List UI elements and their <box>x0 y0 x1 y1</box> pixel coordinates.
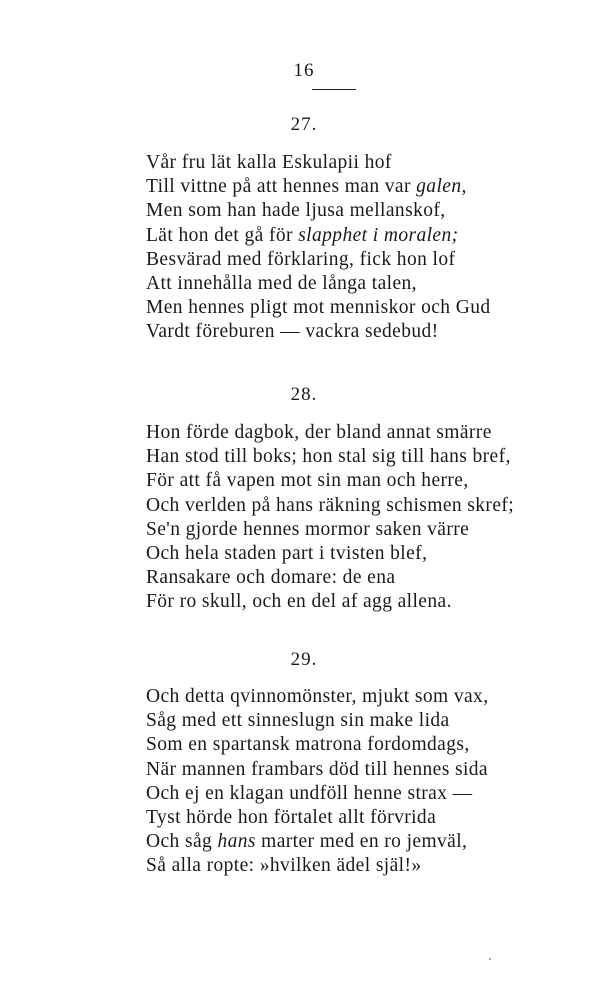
poem-line <box>146 685 586 709</box>
line-text: Men hennes pligt mot menniskor och Gud <box>146 297 491 319</box>
poem-line <box>146 248 586 272</box>
poem-line <box>146 542 586 566</box>
italic-text: galen, <box>416 176 467 198</box>
stanza-28 <box>146 421 586 615</box>
poem-line <box>146 758 586 782</box>
print-speck <box>489 958 491 960</box>
poem-line <box>146 566 586 590</box>
line-text: Och hela staden part i tvisten blef, <box>146 543 428 565</box>
page-number: 16 <box>293 60 315 81</box>
poem-line <box>146 421 586 445</box>
line-text: Som en spartansk matrona fordomdags, <box>146 734 470 756</box>
line-text: För att få vapen mot sin man och herre, <box>146 470 469 492</box>
poem-line <box>146 199 586 223</box>
poem-line <box>146 445 586 469</box>
poem-line <box>146 854 586 878</box>
line-text: Och verlden på hans räkning schismen skref; <box>146 494 515 516</box>
poem-line <box>146 469 586 493</box>
poem-line <box>146 296 586 320</box>
italic-text: hans <box>217 831 256 853</box>
line-text: Och detta qvinnomönster, mjukt som vax, <box>146 686 489 707</box>
poem-line <box>146 151 586 175</box>
poem-line <box>146 590 586 614</box>
poem-line <box>146 806 586 830</box>
poem-line <box>146 518 586 542</box>
poem-line <box>146 830 586 854</box>
poem-line <box>146 175 586 199</box>
line-text: Såg med ett sinneslugn sin make lida <box>146 710 450 732</box>
line-text: Vår fru lät kalla Eskulapii hof <box>146 152 392 173</box>
stanza-27 <box>146 151 586 345</box>
line-text: Lät hon det gå för <box>146 224 299 246</box>
line-text: För ro skull, och en del af agg allena. <box>146 591 452 613</box>
line-text: Att innehålla med de långa talen, <box>146 273 417 295</box>
line-text: Hon förde dagbok, der bland annat smärre <box>146 422 492 443</box>
line-text: Vardt föreburen — vackra sedebud! <box>146 321 439 343</box>
line-text: Se'n gjorde hennes mormor saken värre <box>146 518 470 540</box>
line-text: Så alla ropte: »hvilken ädel själ!» <box>146 855 422 877</box>
line-text: När mannen frambars död till hennes sida <box>146 758 488 780</box>
poem-line <box>146 320 586 344</box>
poem-line <box>146 782 586 806</box>
line-text: Och såg <box>146 831 218 853</box>
line-text: Till vittne på att hennes man var <box>146 176 417 198</box>
page-number-rule <box>312 89 356 90</box>
poem-line <box>146 494 586 518</box>
line-text: Besvärad med förklaring, fick hon lof <box>146 248 456 270</box>
poem-line <box>146 733 586 757</box>
italic-text: slapphet i moralen; <box>298 224 459 246</box>
poem-line <box>146 709 586 733</box>
stanza-29 <box>146 685 586 879</box>
line-text: Men som han hade ljusa mellanskof, <box>146 200 446 222</box>
line-text: Han stod till boks; hon stal sig till hans bref, <box>146 446 511 468</box>
line-text: marter med en ro jemväl, <box>255 831 468 853</box>
line-text: Tyst hörde hon förtalet allt förvrida <box>146 807 437 829</box>
poem-line <box>146 224 586 248</box>
stanza-number-28: 28. <box>290 384 318 405</box>
stanza-number-29: 29. <box>290 649 318 670</box>
line-text: Ransakare och domare: de ena <box>146 567 396 589</box>
stanza-number-27: 27. <box>290 114 318 135</box>
line-text: Och ej en klagan undföll henne strax — <box>146 782 473 804</box>
poem-line <box>146 272 586 296</box>
